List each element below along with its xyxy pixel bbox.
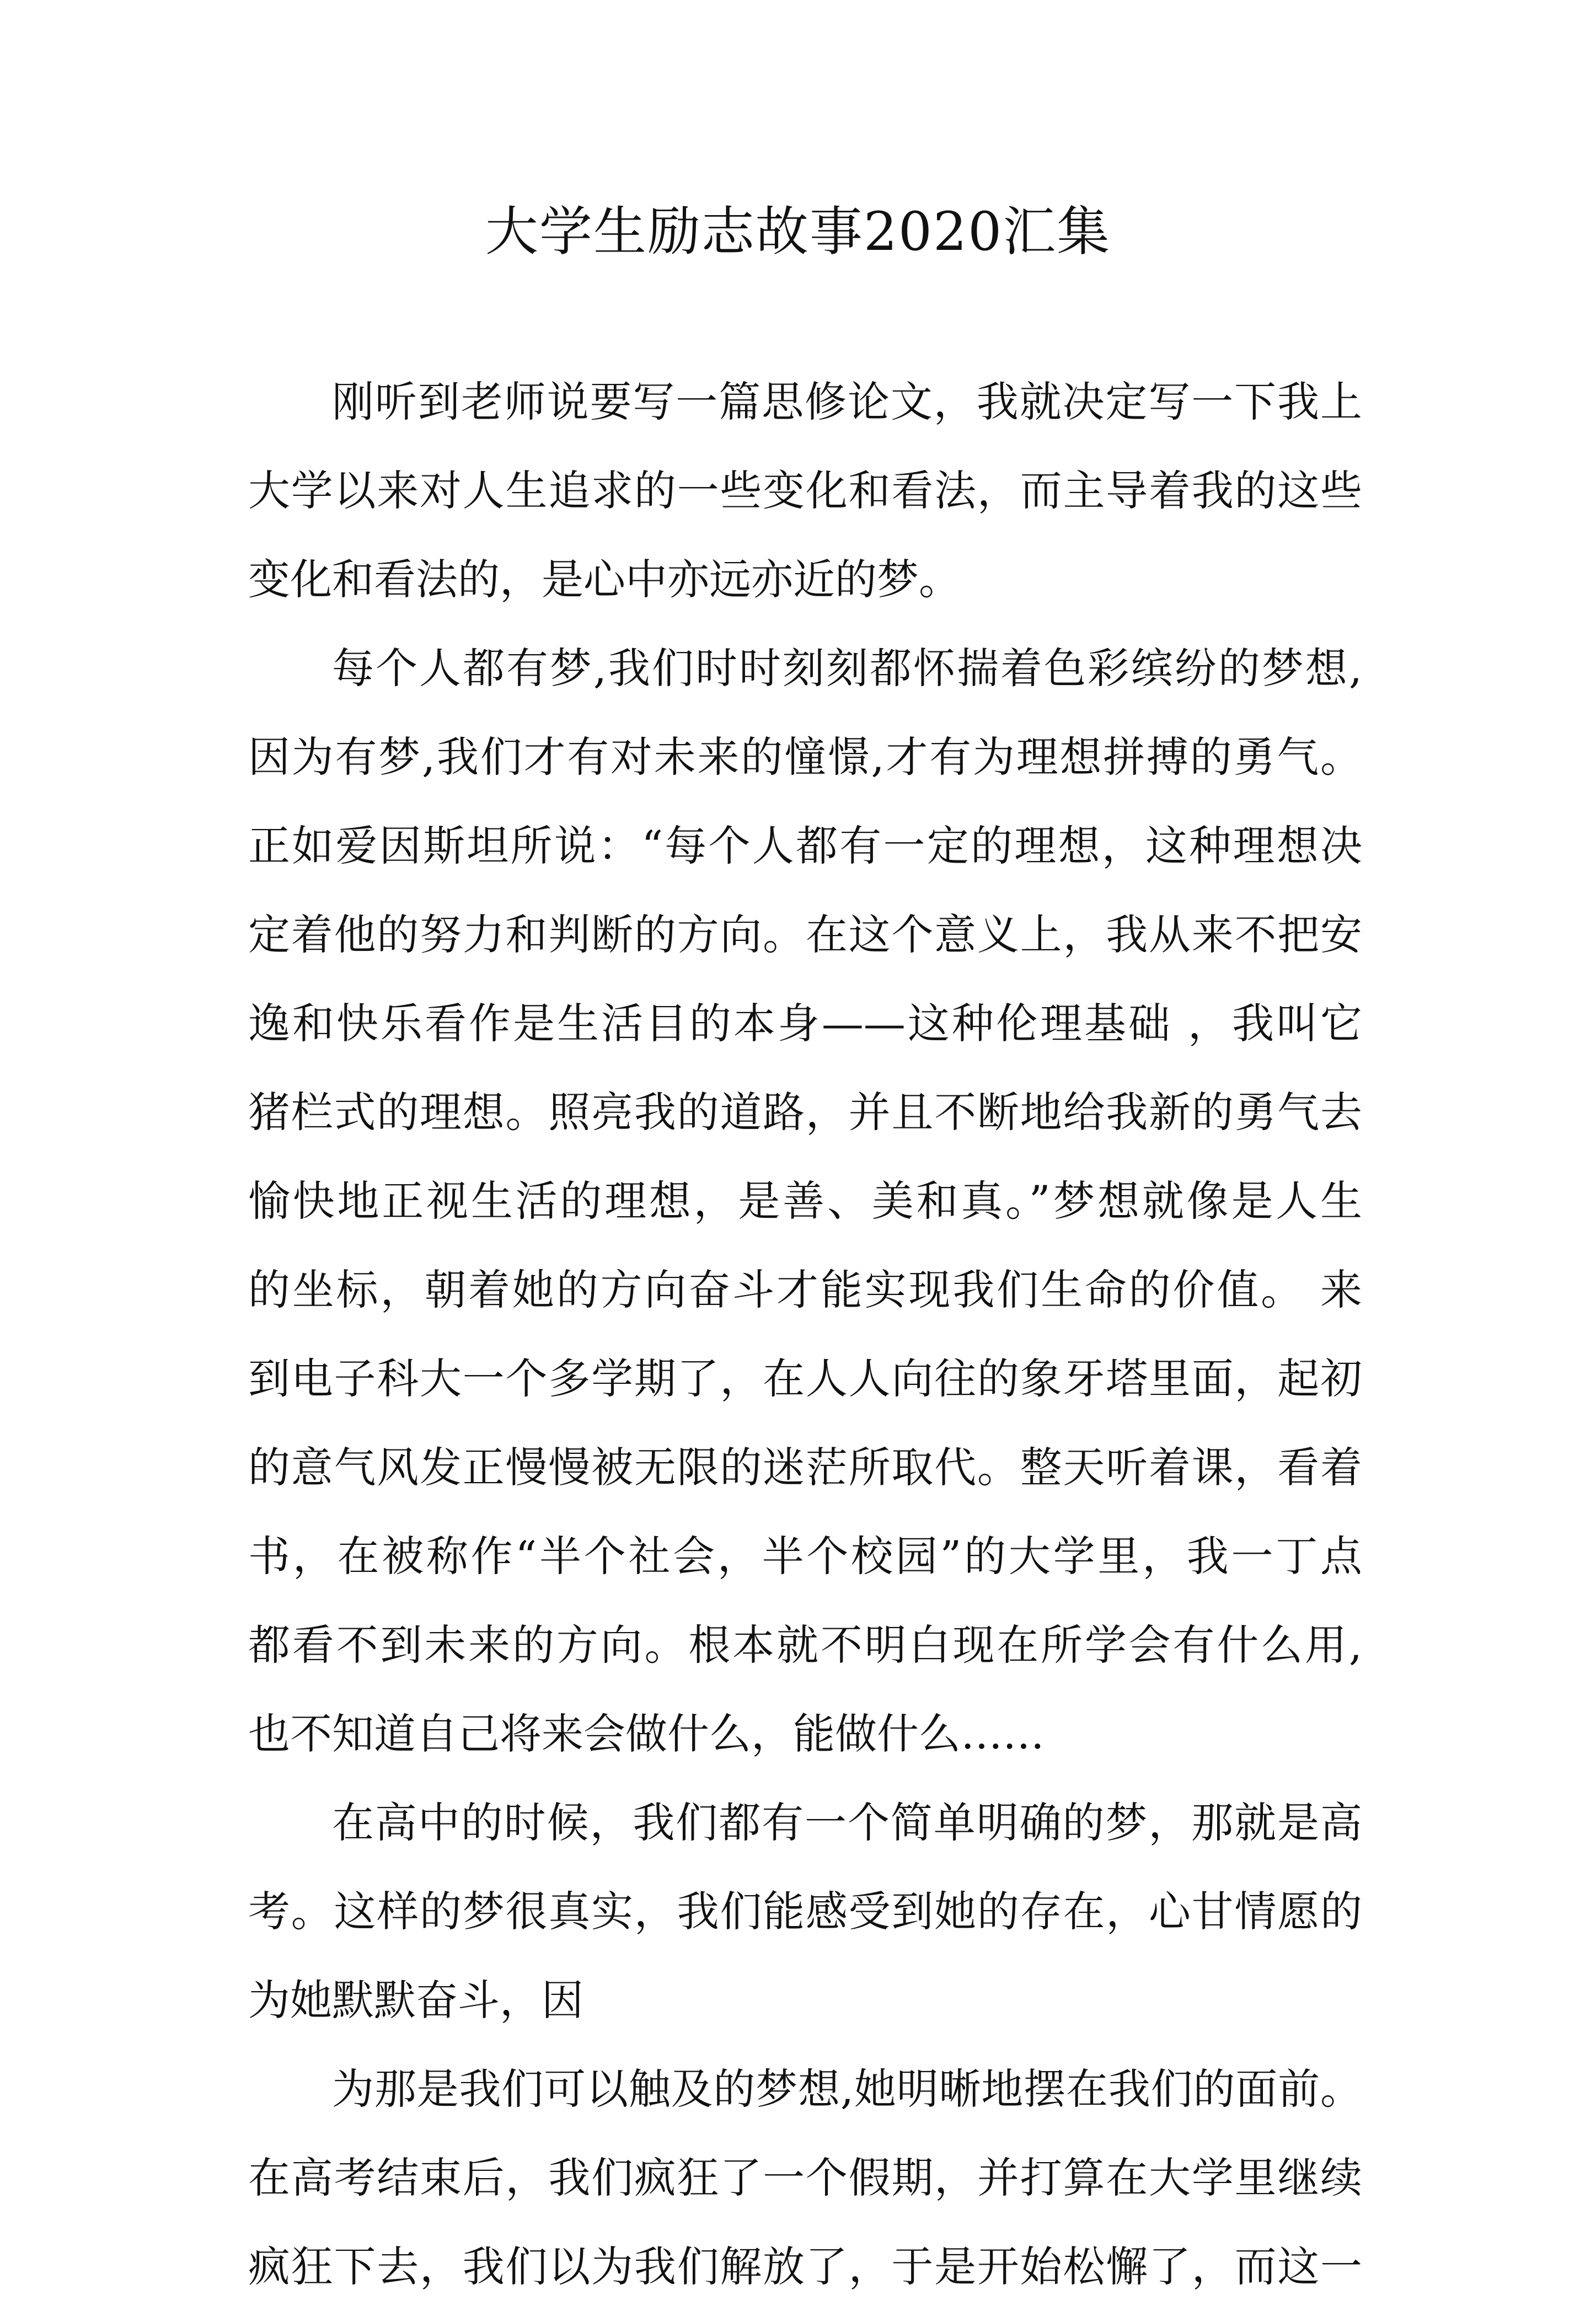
- paragraph-line: 疯狂下去，我们以为我们解放了，于是开始松懈了，而这一: [248, 2242, 1362, 2291]
- paragraph-line: 因为有梦,我们才有对未来的憧憬,才有为理想拼搏的勇气。: [248, 732, 1362, 782]
- paragraph-line: 的坐标，朝着她的方向奋斗才能实现我们生命的价值。 来: [248, 1265, 1362, 1314]
- paragraph-line: 书，在被称作“半个社会，半个校园”的大学里，我一丁点: [248, 1532, 1362, 1581]
- paragraph-line: 刚听到老师说要写一篇思修论文，我就决定写一下我上: [332, 377, 1362, 426]
- paragraph-line: 逸和快乐看作是生活目的本身——这种伦理基础 ，我叫它: [248, 999, 1362, 1048]
- paragraph-line: 愉快地正视生活的理想，是善、美和真。”梦想就像是人生: [248, 1176, 1362, 1226]
- paragraph-line: 为那是我们可以触及的梦想,她明晰地摆在我们的面前。: [332, 2064, 1362, 2114]
- paragraph-line: 在高考结束后，我们疯狂了一个假期，并打算在大学里继续: [248, 2153, 1362, 2202]
- paragraph-line: 定着他的努力和判断的方向。在这个意义上，我从来不把安: [248, 910, 1362, 959]
- paragraph-line: 都看不到未来的方向。根本就不明白现在所学会有什么用,: [248, 1620, 1362, 1670]
- paragraph-line: 猪栏式的理想。照亮我的道路，并且不断地给我新的勇气去: [248, 1088, 1362, 1137]
- paragraph-line: 每个人都有梦,我们时时刻刻都怀揣着色彩缤纷的梦想,: [332, 644, 1362, 693]
- paragraph-line: 大学以来对人生追求的一些变化和看法，而主导着我的这些: [248, 466, 1362, 515]
- paragraph-line: 为她默默奋斗，因: [248, 1976, 583, 2025]
- paragraph-line: 考。这样的梦很真实，我们能感受到她的存在，心甘情愿的: [248, 1887, 1362, 1936]
- paragraph-line: 变化和看法的，是心中亦远亦近的梦。: [248, 555, 961, 604]
- document-title: 大学生励志故事2020汇集: [485, 201, 1111, 263]
- paragraph-line: 正如爱因斯坦所说：“每个人都有一定的理想，这种理想决: [248, 821, 1362, 870]
- paragraph-line: 的意气风发正慢慢被无限的迷茫所取代。整天听着课，看着: [248, 1443, 1362, 1492]
- paragraph-line: 在高中的时候，我们都有一个简单明确的梦，那就是高: [332, 1798, 1362, 1847]
- paragraph-line: 也不知道自己将来会做什么，能做什么……: [248, 1709, 1045, 1758]
- document-body: [248, 357, 1362, 2311]
- paragraph-line: 到电子科大一个多学期了，在人人向往的象牙塔里面，起初: [248, 1354, 1362, 1403]
